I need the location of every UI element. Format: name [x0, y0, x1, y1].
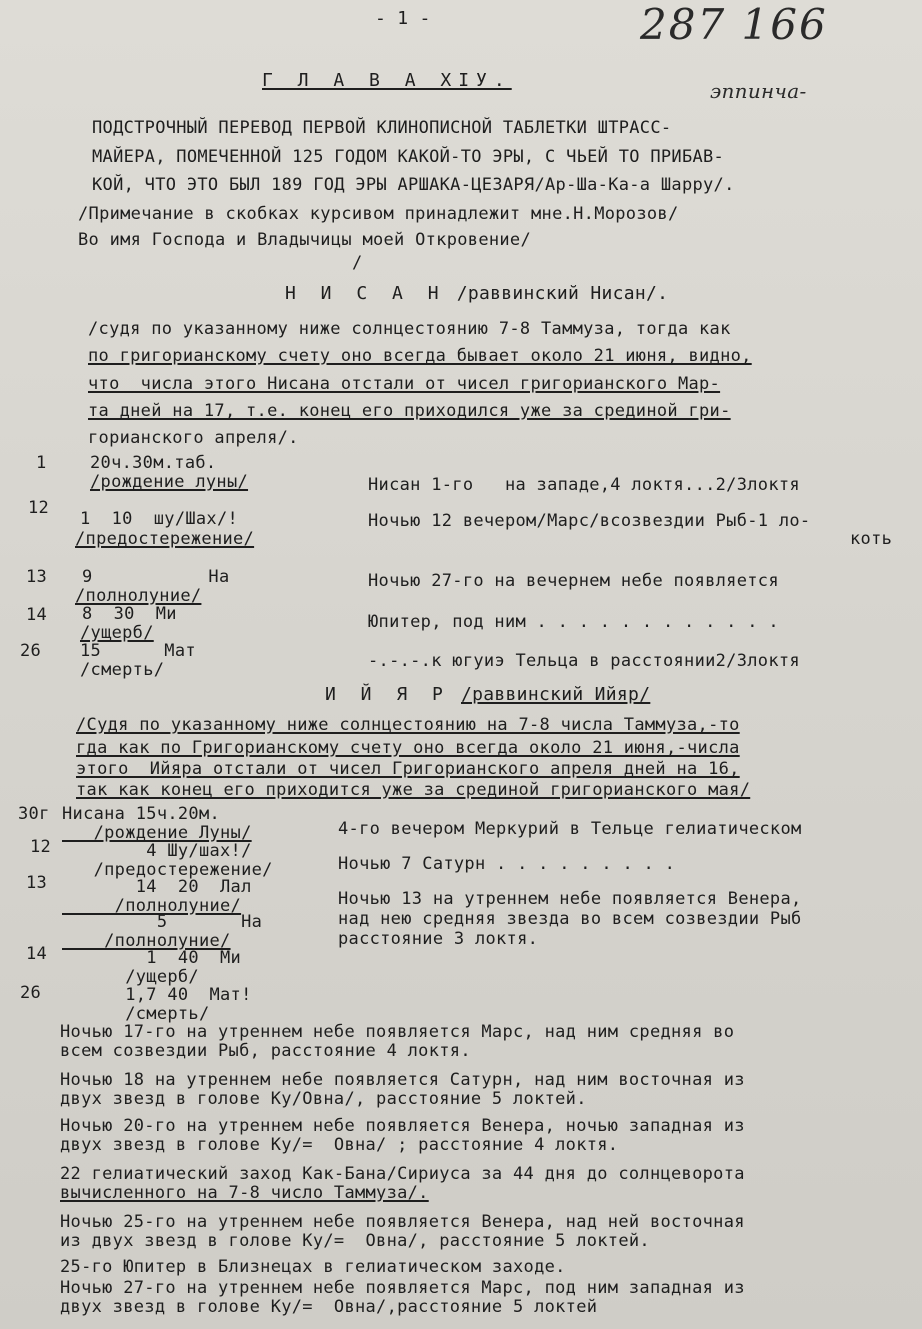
- table-cell: над нею средняя звезда во всем созвездии Рыб: [338, 909, 802, 929]
- table-cell: /предостережение/: [75, 529, 255, 549]
- table-cell: 8 30 Ми: [82, 604, 177, 624]
- table-cell: 1 10 шу/Шах/!: [80, 509, 239, 529]
- row-number: 14: [26, 605, 48, 625]
- table-cell: /рождение Луны/: [62, 823, 252, 843]
- iyar-subtitle: /раввинский Ийяр/: [461, 684, 651, 705]
- table-cell: -.-.-.к югуиэ Тельца в расстоянии2/3локтя: [368, 651, 800, 671]
- observation-line: из двух звезд в голове Ку/= Овна/, расстояние 5 локтей.: [60, 1231, 650, 1251]
- observation-line: двух звезд в голове Ку/= Овна/,расстояние 5 локтей: [60, 1297, 598, 1317]
- row-number: 30г: [18, 804, 50, 824]
- table-cell: расстояние 3 локтя.: [338, 929, 539, 949]
- observation-line: Ночью 18 на утреннем небе появляется Сатурн, над ним восточная из: [60, 1070, 745, 1090]
- intro-line: ПОДСТРОЧНЫЙ ПЕРЕВОД ПЕРВОЙ КЛИНОПИСНОЙ ТАБЛЕТКИ ШТРАСС-: [92, 118, 672, 138]
- observation-line: Ночью 25-го на утреннем небе появляется Венера, над ней восточная: [60, 1212, 745, 1232]
- row-number: 26: [20, 641, 42, 661]
- observation-line: вычисленного на 7-8 число Таммуза/.: [60, 1183, 429, 1203]
- table-cell: 1 40 Ми: [62, 948, 242, 968]
- nisan-subtitle: /раввинский Нисан/.: [456, 283, 669, 304]
- table-cell: Ночью 27-го на вечернем небе появляется: [368, 571, 779, 591]
- table-cell: 20ч.30м.таб.: [90, 453, 217, 473]
- intro-line: /Примечание в скобках курсивом принадлежит мне.Н.Морозов/: [78, 204, 679, 224]
- observation-line: 25-го Юпитер в Близнецах в гелиатическом заходе.: [60, 1257, 566, 1277]
- row-number: 1: [36, 453, 47, 473]
- table-cell: /смерть/: [80, 660, 165, 680]
- section-title-iyar: [325, 684, 650, 706]
- iyar-title: И Й Я Р: [325, 684, 450, 705]
- observation-line: двух звезд в голове Ку/Овна/, расстояние 5 локтей.: [60, 1089, 587, 1109]
- table-cell: 15 Мат: [80, 641, 196, 661]
- table-cell: Юпитер, под ним . . . . . . . . . . . .: [368, 612, 779, 632]
- iyar-note-line: этого Ийяра отстали от чисел Григорианского апреля дней на 16,: [76, 759, 740, 779]
- nisan-note-line: горианского апреля/.: [88, 428, 299, 448]
- table-cell: Нисана 15ч.20м.: [62, 804, 221, 824]
- nisan-title: Н И С А Н: [285, 283, 446, 304]
- observation-line: 22 гелиатический заход Как-Бана/Сириуса за 44 дня до солнцеворота: [60, 1164, 745, 1184]
- observation-line: двух звезд в голове Ку/= Овна/ ; расстояние 4 локтя.: [60, 1135, 619, 1155]
- intro-line: МАЙЕРА, ПОМЕЧЕННОЙ 125 ГОДОМ КАКОЙ-ТО ЭРЫ, С ЧЬЕЙ ТО ПРИБАВ-: [92, 147, 725, 167]
- handwritten-note: эппинча-: [710, 79, 807, 103]
- nisan-note-line: /судя по указанному ниже солнцестоянию 7-8 Таммуза, тогда как: [88, 319, 731, 339]
- table-cell: Нисан 1-го на западе,4 локтя...2/3локтя: [368, 475, 800, 495]
- table-cell: 1,7 40 Мат!: [62, 985, 252, 1005]
- table-cell: 4-го вечером Меркурий в Тельце гелиатическом: [338, 819, 802, 839]
- iyar-note-line: /Судя по указанному ниже солнцестоянию на 7-8 числа Таммуза,-то: [76, 715, 740, 735]
- table-cell: Ночью 7 Сатурн . . . . . . . . .: [338, 854, 676, 874]
- table-cell: /полнолуние/: [62, 931, 231, 951]
- nisan-note-line: что числа этого Нисана отстали от чисел григорианского Мар-: [88, 374, 721, 394]
- chapter-title: Г Л А В А ХIУ.: [262, 70, 512, 91]
- table-cell: /полнолуние/: [75, 586, 202, 606]
- row-number: 12: [30, 837, 52, 857]
- observation-line: Ночью 27-го на утреннем небе появляется Марс, под ним западная из: [60, 1278, 745, 1298]
- table-cell: /рождение луны/: [90, 472, 249, 492]
- observation-line: Ночью 17-го на утреннем небе появляется Марс, над ним средняя во: [60, 1022, 735, 1042]
- intro-line: Во имя Господа и Владычицы моей Откровение/: [78, 230, 531, 250]
- table-cell: /смерть/: [62, 1004, 210, 1024]
- table-cell: /ущерб/: [62, 967, 199, 987]
- row-number: 13: [26, 873, 48, 893]
- table-cell: Ночью 13 на утреннем небе появляется Венера,: [338, 889, 802, 909]
- slash-mark: /: [352, 253, 363, 273]
- iyar-note-line: так как конец его приходится уже за срединой григорианского мая/: [76, 780, 751, 800]
- page-number: - 1 -: [375, 8, 431, 29]
- iyar-note-line: гда как по Григорианскому счету оно всегда около 21 июня,-числа: [76, 738, 740, 758]
- nisan-note-line: та дней на 17, т.е. конец его приходился уже за срединой гри-: [88, 401, 731, 421]
- observation-line: Ночью 20-го на утреннем небе появляется Венера, ночью западная из: [60, 1116, 745, 1136]
- table-cell: 4 Шу/шах!/: [62, 841, 252, 861]
- archive-number: 287 166: [640, 0, 828, 49]
- section-title-nisan: [285, 283, 668, 305]
- row-number: 26: [20, 983, 42, 1003]
- table-cell: Ночью 12 вечером/Марс/всозвездии Рыб-1 ло-: [368, 511, 811, 531]
- table-cell: 14 20 Лал: [62, 877, 252, 897]
- row-number: 12: [28, 498, 50, 518]
- table-cell: /ущерб/: [80, 623, 154, 643]
- row-number: 14: [26, 944, 48, 964]
- table-cell: 5 На: [62, 912, 263, 932]
- table-cell: коть: [850, 529, 893, 549]
- intro-line: КОЙ, ЧТО ЭТО БЫЛ 189 ГОД ЭРЫ АРШАКА-ЦЕЗАРЯ/Ар-Ша-Ка-а Шарру/.: [92, 175, 735, 195]
- table-cell: /полнолуние/: [62, 896, 242, 916]
- table-cell: 9 На: [82, 567, 230, 587]
- nisan-note-line: по григорианскому счету оно всегда бывает около 21 июня, видно,: [88, 346, 752, 366]
- observation-line: всем созвездии Рыб, расстояние 4 локтя.: [60, 1041, 471, 1061]
- row-number: 13: [26, 567, 48, 587]
- table-cell: /предостережение/: [62, 860, 273, 880]
